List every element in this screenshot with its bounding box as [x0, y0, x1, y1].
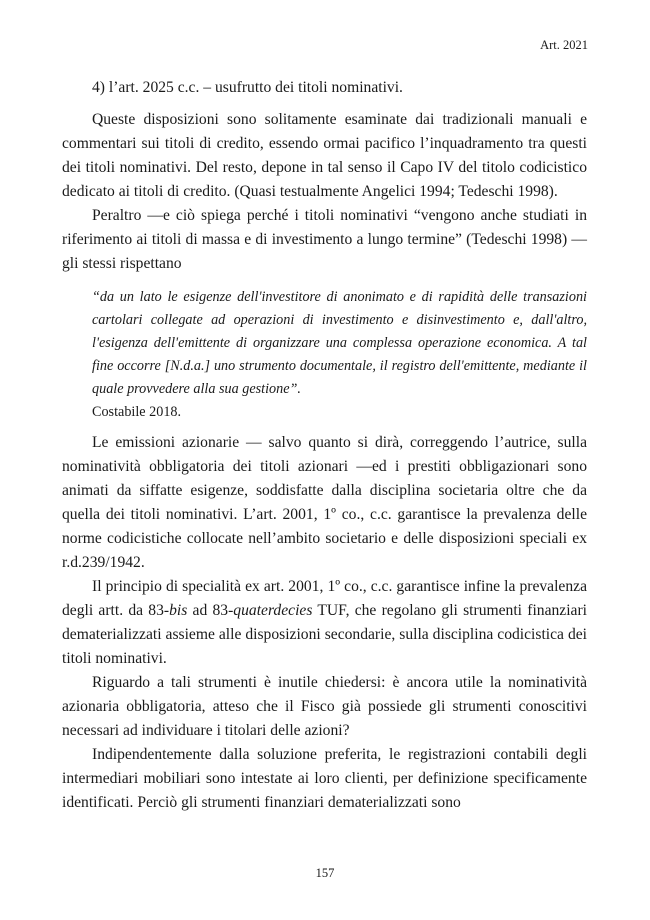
italic-term: quaterdecies	[233, 602, 313, 619]
quote-source: Costabile 2018.	[92, 404, 182, 420]
text-run: TUF, che regolano gli strumenti finanziari dematerializzati assieme alle disposizioni secondarie, sulla disciplina codicistica dei titoli nominativi.	[62, 602, 587, 667]
paragraph	[62, 575, 587, 671]
block-quote: “da un lato le esigenze dell'investitore di anonimato e di rapidità delle transazioni cartolari collegate ad operazioni di investimento e disinvestimento e, dall'altro, l'esigenza dell'emittente di organizzare una complessa operazione economica. A tal fine occorre [N.d.a.] uno strumento documentale, il registro dell'emittente, mediante il quale provvedere alla sua gestione”.	[92, 289, 587, 397]
paragraph: Peraltro —e ciò spiega perché i titoli nominativi “vengono anche studiati in riferimento ai titoli di massa e di investimento a lungo termine” (Tedeschi 1998) — gli stessi rispettano	[62, 207, 587, 272]
text-run: ad 83-	[187, 602, 234, 619]
running-header: Art. 2021	[540, 38, 588, 52]
page-body	[62, 76, 587, 815]
paragraph: Indipendentemente dalla soluzione preferita, le registrazioni contabili degli intermediari mobiliari sono intestate ai loro clienti, per definizione specificamente identificati. Perciò gli strumenti finanziari dematerializzati sono	[62, 746, 587, 811]
page-number: 157	[315, 866, 335, 880]
paragraph: Riguardo a tali strumenti è inutile chiedersi: è ancora utile la nominatività azionaria obbligatoria, atteso che il Fisco già possiede gli strumenti conoscitivi necessari ad individuare i titolari delle azioni?	[62, 674, 587, 739]
paragraph: Queste disposizioni sono solitamente esaminate dai tradizionali manuali e commentari sui titoli di credito, essendo ormai pacifico l’inquadramento tra questi dei titoli nominativi. Del resto, depone in tal senso il Capo IV del titolo codicistico dedicato ai titoli di credito. (Quasi testualmente Angelici 1994; Tedeschi 1998).	[62, 111, 587, 200]
italic-term: bis	[169, 602, 188, 619]
paragraph: Le emissioni azionarie — salvo quanto si dirà, correggendo l’autrice, sulla nominatività obbligatoria dei titoli azionari —ed i prestiti obbligazionari sono animati da siffatte esigenze, soddisfatte dalla disciplina societaria oltre che da quella dei titoli nominativi. L’art. 2001, 1º co., c.c. garantisce la prevalenza delle norme codicistiche collocate nell’ambito societario e delle disposizioni speciali ex r.d.239/1942.	[62, 434, 587, 571]
paragraph-list-item: 4) l’art. 2025 c.c. – usufrutto dei titoli nominativi.	[92, 79, 403, 96]
text-run: Il principio di specialità ex art. 2001, 1º co., c.c. garantisce infine la prevalenza degli artt. da 83-	[62, 578, 587, 619]
